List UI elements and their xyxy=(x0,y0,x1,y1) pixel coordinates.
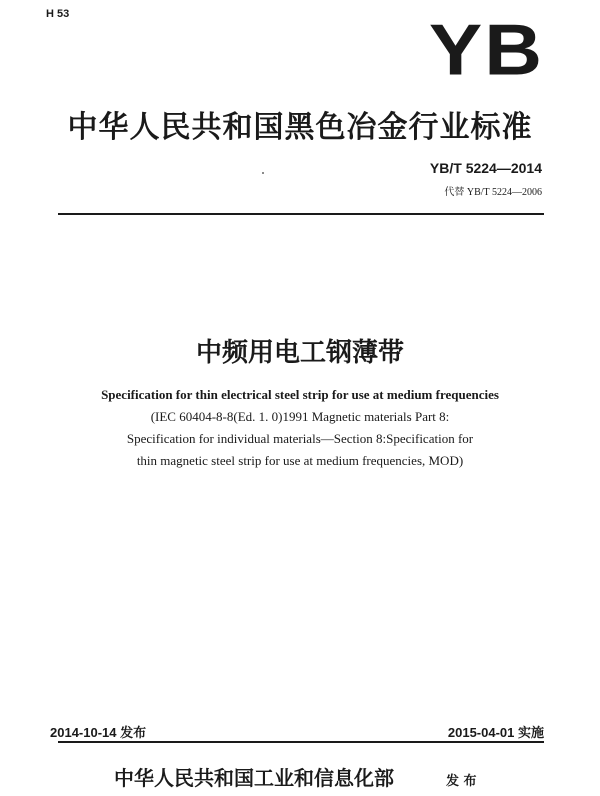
yb-logo: YB xyxy=(428,9,544,90)
iec-reference-line-2: Specification for individual materials—Section 8:Specification for xyxy=(126,431,474,446)
issuing-ministry: 中华人民共和国工业和信息化部 xyxy=(114,766,394,790)
document-title-zh: 中频用电工钢薄带 xyxy=(195,338,404,368)
replaces-standard: 代替 YB/T 5224—2006 xyxy=(444,187,542,198)
top-divider xyxy=(58,213,544,215)
publish-label: 发 布 xyxy=(446,774,477,789)
issue-date: 2014-10-14 发布 xyxy=(50,725,147,740)
standard-number: YB/T 5224—2014 xyxy=(429,160,542,176)
scan-speck xyxy=(262,172,264,174)
bottom-divider xyxy=(58,741,544,743)
iec-reference-line-3: thin magnetic steel strip for use at medium frequencies, MOD) xyxy=(136,453,464,468)
document-title-en: Specification for thin electrical steel strip for use at medium frequencies xyxy=(101,387,499,402)
classification-code: H 53 xyxy=(46,8,70,20)
implementation-date: 2015-04-01 实施 xyxy=(447,725,544,740)
iec-reference-line-1: (IEC 60404-8-8(Ed. 1. 0)1991 Magnetic materials Part 8: xyxy=(150,409,450,424)
industry-standard-title: 中华人民共和国黑色冶金行业标准 xyxy=(67,110,533,145)
